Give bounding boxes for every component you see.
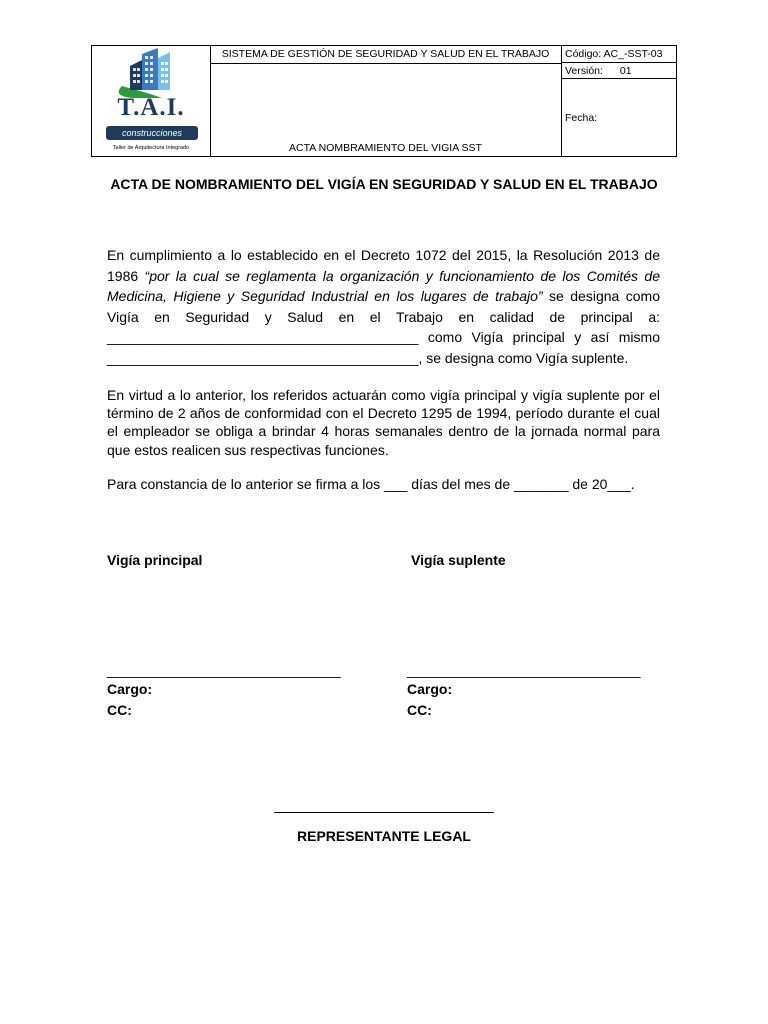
resolution-quote: “por la cual se reglamenta la organización y funcionamiento de los Comités de Medicina, Higiene y Seguridad Industrial en los lugares de trabajo” bbox=[107, 267, 660, 304]
version-cell bbox=[561, 63, 676, 79]
paragraph-1-end: se designa como Vigía en Seguridad y Salud en el Trabajo en calidad de principal a: ________________________________________ como Vigía principal y así mismo ________________________________________, se designa como Vigía suplente. bbox=[107, 288, 660, 366]
logo-tagline: Taller de Arquitectura Integrado bbox=[112, 145, 190, 151]
version-label: Versión: bbox=[565, 65, 603, 77]
version-value: 01 bbox=[619, 65, 632, 77]
principal-signature-line: ______________________________ bbox=[107, 662, 341, 678]
principal-cc: CC: bbox=[107, 702, 132, 718]
principal-cargo: Cargo: bbox=[107, 681, 153, 697]
paragraph-signature-date: Para constancia de lo anterior se firma a los ___ días del mes de _______ de 20___. bbox=[107, 476, 635, 492]
document-name: ACTA NOMBRAMIENTO DEL VIGIA SST bbox=[289, 142, 482, 154]
code-value: AC_-SST-03 bbox=[603, 48, 663, 60]
logo-band: construcciones bbox=[106, 126, 198, 140]
code-label: Código: bbox=[565, 48, 602, 60]
date-label: Fecha: bbox=[565, 112, 598, 124]
paragraph-term: En virtud a lo anterior, los referidos actuarán como vigía principal y vigía suplente por el término de 2 años de conformidad con el Decreto 1295 de 1994, período durante el cual el empleador se obliga a brindar 4 horas semanales dentro de la jornada normal para que estos realicen sus respectivas funciones. bbox=[107, 387, 660, 458]
document-title: ACTA DE NOMBRAMIENTO DEL VIGÍA EN SEGURIDAD Y SALUD EN EL TRABAJO bbox=[110, 176, 658, 192]
principal-label: Vigía principal bbox=[107, 552, 203, 568]
company-logo bbox=[92, 46, 211, 156]
suplente-signature-line: ______________________________ bbox=[407, 662, 641, 678]
suplente-cargo: Cargo: bbox=[407, 681, 453, 697]
document-header bbox=[91, 45, 677, 157]
legal-signature-line bbox=[274, 812, 494, 813]
header-center bbox=[210, 46, 562, 156]
legal-representative: REPRESENTANTE LEGAL bbox=[297, 828, 471, 844]
logo-name: T.A.I. bbox=[117, 94, 185, 121]
paragraph-designation bbox=[107, 245, 660, 368]
header-meta bbox=[561, 46, 676, 156]
system-name: SISTEMA DE GESTIÓN DE SEGURIDAD Y SALUD EN EL TRABAJO bbox=[210, 46, 561, 64]
paragraph-1-start: En cumplimiento a lo establecido en el Decreto 1072 del 2015, la Resolución 2013 de 1986 bbox=[107, 247, 660, 284]
suplente-label: Vigía suplente bbox=[411, 552, 506, 568]
code-cell bbox=[561, 46, 676, 63]
suplente-cc: CC: bbox=[407, 702, 432, 718]
